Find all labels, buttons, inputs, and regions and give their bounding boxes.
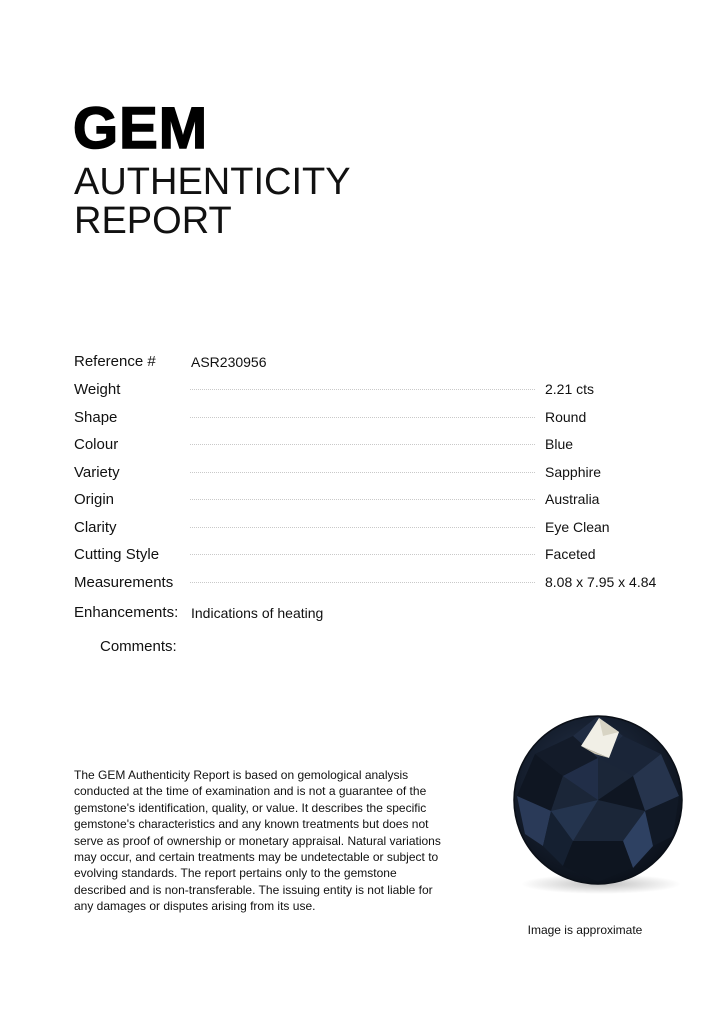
title-gem: GEM	[73, 96, 209, 161]
spec-value: Faceted	[545, 546, 596, 562]
spec-row-origin	[74, 489, 694, 517]
spec-value: Round	[545, 408, 587, 425]
spec-list	[74, 379, 694, 599]
spec-value: 2.21 cts	[545, 381, 595, 397]
image-caption: Image is approximate	[527, 923, 643, 937]
spec-value: Sapphire	[545, 463, 602, 480]
sapphire-image	[503, 706, 695, 898]
dotted-leader	[190, 389, 535, 390]
spec-label: Shape	[74, 408, 118, 426]
reference-row	[74, 352, 674, 372]
spec-row-variety	[74, 462, 694, 490]
dotted-leader	[190, 527, 535, 528]
spec-label: Origin	[74, 491, 115, 508]
enhancements-row	[74, 602, 674, 624]
spec-row-measurements	[74, 572, 694, 600]
spec-label: Measurements	[74, 573, 174, 591]
comments-label: Comments:	[100, 638, 177, 655]
spec-label: Cutting Style	[74, 546, 160, 563]
enhancements-label: Enhancements:	[74, 604, 179, 621]
spec-row-clarity	[74, 517, 694, 545]
spec-value: Blue	[545, 436, 574, 452]
title-authenticity: AUTHENTICITY	[74, 161, 351, 203]
spec-label: Clarity	[74, 518, 117, 536]
spec-row-cutting-style	[74, 544, 694, 572]
title-report: REPORT	[74, 200, 232, 242]
dotted-leader	[190, 472, 535, 473]
spec-value: Eye Clean	[545, 518, 610, 535]
enhancements-value: Indications of heating	[191, 605, 324, 621]
spec-label: Colour	[74, 436, 119, 453]
spec-row-weight	[74, 379, 694, 407]
dotted-leader	[190, 582, 535, 583]
dotted-leader	[190, 444, 535, 445]
spec-label: Variety	[74, 463, 120, 481]
dotted-leader	[190, 499, 535, 500]
dotted-leader	[190, 554, 535, 555]
reference-label: Reference #	[74, 353, 156, 370]
spec-value: 8.08 x 7.95 x 4.84	[545, 573, 657, 590]
dotted-leader	[190, 417, 535, 418]
spec-row-shape	[74, 407, 694, 435]
disclaimer-text: The GEM Authenticity Report is based on gemological analysis conducted at the time of examination and is not a guarantee of the gemstone's identification, quality, or value. It describes the specific gemstone's characteristics and any known treatments but does not serve as proof of ownership or monetary appraisal. Natural variations may occur, and certain treatments may be undetectable or subject to evolving standards. The report pertains only to the gemstone described and is non-transferable. The issuing entity is not liable for any damages or disputes arising from its use.	[74, 768, 441, 914]
reference-value: ASR230956	[191, 354, 267, 370]
spec-row-colour	[74, 434, 694, 462]
spec-value: Australia	[545, 491, 600, 507]
spec-label: Weight	[74, 381, 121, 398]
